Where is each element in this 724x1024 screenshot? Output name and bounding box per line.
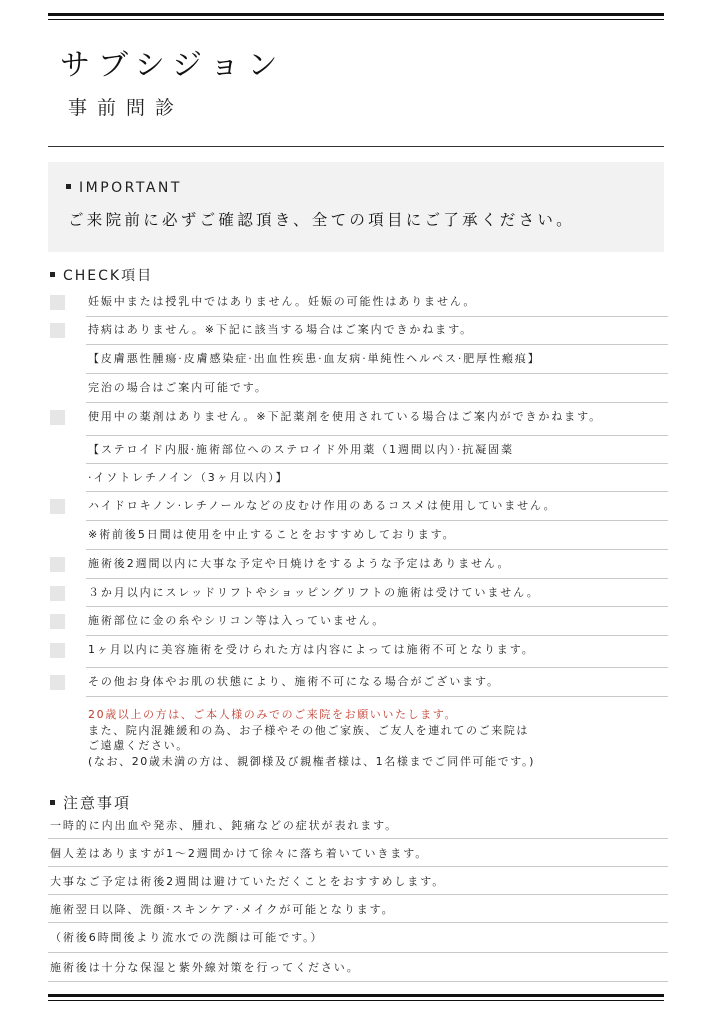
check-row [48,403,668,436]
check-row [48,345,668,374]
check-heading-text: CHECK項目 [63,268,154,284]
notes-section-heading [50,792,131,813]
checkbox[interactable] [50,410,65,425]
important-label [66,180,182,196]
age-notice-line3: (なお、20歳未満の方は、親御様及び親権者様は、1名様までご同伴可能です。) [88,754,535,768]
row-divider [48,981,668,982]
check-row-text: 施術後2週間以内に大事な予定や日焼けをするような予定はありません。 [88,557,511,570]
top-rule-thick [48,13,664,16]
checkbox[interactable] [50,557,65,572]
check-row [48,464,668,492]
check-row-text: 持病はありません。※下記に該当する場合はご案内できかねます。 [88,323,473,336]
note-row-text: 一時的に内出血や発赤、腫れ、鈍痛などの症状が表れます。 [50,819,399,832]
check-row-text: 【ステロイド内服·施術部位へのステロイド外用薬（1週間以内）·抗凝固薬 [88,443,514,456]
row-divider [48,922,668,923]
note-row [48,896,668,923]
checkbox[interactable] [50,614,65,629]
page-title: サブシジョン [60,48,286,83]
important-box [48,162,664,252]
check-row [48,521,668,550]
notes-heading-text: 注意事項 [63,794,132,812]
check-row-text: 【皮膚悪性腫瘍·皮膚感染症·出血性疾患·血友病·単純性ヘルペス·肥厚性瘢痕】 [88,352,541,365]
check-row-text: 使用中の薬剤はありません。※下記薬剤を使用されている場合はご案内ができかねます。 [88,410,602,423]
check-row-text: ３か月以内にスレッドリフトやショッピングリフトの施術は受けていません。 [88,586,540,599]
top-rule-thin [48,19,664,20]
checkbox[interactable] [50,586,65,601]
bottom-rule-thin [48,1000,664,1001]
check-row [48,636,668,668]
note-row [48,924,668,953]
age-notice-line1: また、院内混雑緩和の為、お子様やその他ご家族、ご友人を連れてのご来院は [88,723,529,737]
check-row [48,607,668,636]
check-row [48,374,668,403]
checkbox[interactable] [50,323,65,338]
note-row [48,868,668,895]
bullet-icon [66,184,71,189]
bullet-icon [50,800,55,805]
check-row-text: ※術前後5日間は使用を中止することをおすすめしております。 [88,528,456,541]
checkbox[interactable] [50,675,65,690]
row-divider [48,952,668,953]
row-divider [48,894,668,895]
check-row-text: 完治の場合はご案内可能です。 [88,381,268,394]
check-row [48,550,668,579]
check-row-text: 1ヶ月以内に美容施術を受けられた方は内容によっては施術不可となります。 [88,643,535,656]
checkbox[interactable] [50,499,65,514]
age-notice-red: 20歳以上の方は、ご本人様のみでのご来院をお願いいたします。 [88,708,458,721]
page-subtitle: 事前問診 [68,97,185,119]
note-row [48,812,668,839]
important-text: ご来院前に必ずご確認頂き、全ての項目にご了承ください。 [68,211,575,229]
check-row [48,436,668,464]
check-row-text: ·イソトレチノイン（3ヶ月以内）】 [88,471,289,484]
age-notice-line2: ご遠慮ください。 [88,739,189,752]
row-divider [86,696,668,697]
note-row-text: （術後6時間後より流水での洗顔は可能です。） [50,931,324,944]
checkbox[interactable] [50,643,65,658]
checkbox[interactable] [50,295,65,310]
note-row-text: 施術翌日以降、洗顔·スキンケア·メイクが可能となります。 [50,903,395,916]
note-row [48,954,668,982]
row-divider [48,838,668,839]
check-row [48,288,668,317]
note-row-text: 施術後は十分な保湿と紫外線対策を行ってください。 [50,961,360,974]
check-row [48,579,668,607]
check-row-text: 妊娠中または授乳中ではありません。妊娠の可能性はありません。 [88,295,477,308]
note-row-text: 個人差はありますが1〜2週間かけて徐々に落ち着いていきます。 [50,847,429,860]
note-row [48,840,668,867]
row-divider [48,866,668,867]
check-row-text: 施術部位に金の糸やシリコン等は入っていません。 [88,614,386,627]
bullet-icon [50,272,55,277]
check-row [48,668,668,697]
check-row-text: その他お身体やお肌の状態により、施術不可になる場合がございます。 [88,675,500,688]
title-separator [48,146,664,147]
bottom-rule-thick [48,994,664,997]
check-section-heading [50,265,153,285]
note-row-text: 大事なご予定は術後2週間は避けていただくことをおすすめします。 [50,875,446,888]
check-row-text: ハイドロキノン·レチノールなどの皮むけ作用のあるコスメは使用していません。 [88,499,557,512]
age-notice [88,707,535,769]
check-row [48,316,668,345]
important-label-text: IMPORTANT [79,180,182,196]
check-row [48,492,668,521]
